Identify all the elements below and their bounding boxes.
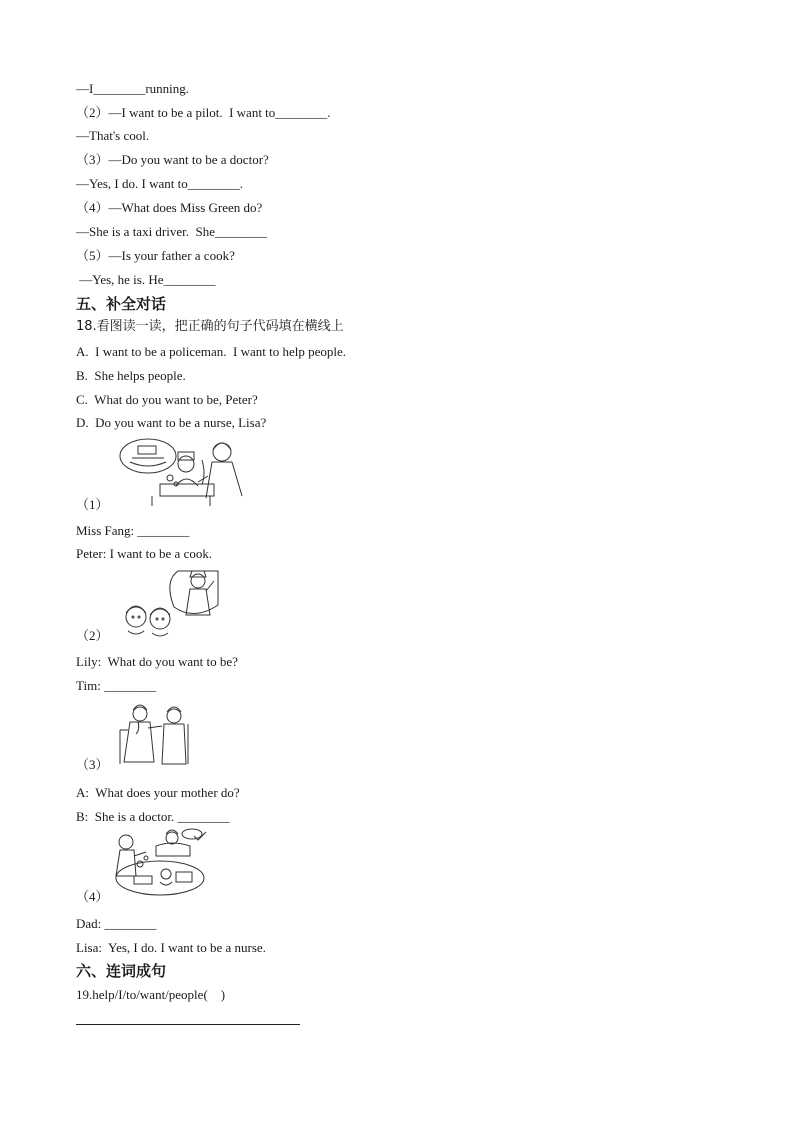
item-4-line-1: Dad: ________ bbox=[76, 916, 157, 931]
item-1-line-2: Peter: I want to be a cook. bbox=[76, 546, 213, 561]
option-c: C. What do you want to be, Peter? bbox=[76, 392, 258, 407]
doctor-patient-illustration bbox=[118, 700, 192, 768]
option-a: A. I want to be a policeman. I want to help people. bbox=[76, 344, 347, 359]
p4-line-1: —I________running. bbox=[76, 81, 190, 96]
item-2-line-2: Tim: ________ bbox=[76, 678, 157, 693]
item-3-line-1: A: What does your mother do? bbox=[76, 785, 240, 800]
p4-line-8: （5）—Is your father a cook? bbox=[76, 248, 235, 263]
p4-line-7: —She is a taxi driver. She________ bbox=[76, 224, 268, 239]
item-3-number: （3） bbox=[76, 757, 109, 772]
policeman-dream-illustration bbox=[110, 567, 222, 639]
answer-line[interactable] bbox=[76, 1024, 300, 1025]
item-1-line-1: Miss Fang: ________ bbox=[76, 523, 190, 538]
item-1-number: （1） bbox=[76, 497, 109, 512]
nurse-dream-illustration bbox=[110, 828, 212, 900]
option-b: B. She helps people. bbox=[76, 368, 186, 383]
option-d: D. Do you want to be a nurse, Lisa? bbox=[76, 415, 267, 430]
section-heading-5: 五、补全对话 bbox=[76, 295, 167, 313]
item-3-line-2: B: She is a doctor. ________ bbox=[76, 809, 230, 824]
question-19: 19.help/I/to/want/people( ) bbox=[76, 987, 226, 1002]
p4-line-9: —Yes, he is. He________ bbox=[76, 272, 216, 287]
item-2-line-1: Lily: What do you want to be? bbox=[76, 654, 238, 669]
section-heading-6: 六、连词成句 bbox=[76, 962, 167, 980]
item-4-line-2: Lisa: Yes, I do. I want to be a nurse. bbox=[76, 940, 266, 955]
question-18: 18.看图读一读，把正确的句子代码填在横线上 bbox=[76, 319, 344, 334]
item-2-number: （2） bbox=[76, 628, 109, 643]
p4-line-3: —That's cool. bbox=[76, 128, 150, 143]
cook-dream-illustration bbox=[112, 436, 254, 508]
item-4-number: （4） bbox=[76, 889, 109, 904]
p4-line-2: （2）—I want to be a pilot. I want to________. bbox=[76, 105, 331, 120]
p4-line-4: （3）—Do you want to be a doctor? bbox=[76, 152, 269, 167]
p4-line-6: （4）—What does Miss Green do? bbox=[76, 200, 263, 215]
p4-line-5: —Yes, I do. I want to________. bbox=[76, 176, 243, 191]
